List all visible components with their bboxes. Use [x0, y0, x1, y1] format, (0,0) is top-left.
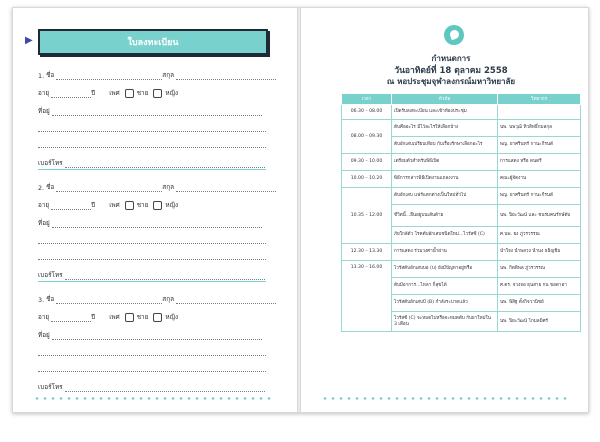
speaker-cell: นพ. ปิยะวัฒน์ และ ชนรมคนรักษ์ตับ — [498, 205, 581, 227]
surname-field[interactable] — [176, 296, 276, 304]
arrow-marker-icon: ▶ — [25, 35, 33, 46]
age-label: อายุ — [38, 89, 50, 97]
speaker-cell: การแสดง หรือ ดนตรี — [498, 154, 581, 171]
time-cell: 10.35 – 12.00 — [342, 188, 392, 244]
table-header-row — [342, 94, 581, 105]
table-row — [342, 171, 581, 188]
speaker-cell: นำใจง นำพลวง นำนง ธธิญชิม — [498, 244, 581, 261]
surname-field[interactable] — [176, 72, 276, 80]
sex-label: เพศ — [109, 89, 120, 97]
name-label: ชื่อ — [46, 295, 55, 303]
speaker-cell: ศ.ดร. จวงจอ ธุนสาย กน ขอดาอา — [498, 278, 581, 295]
address-field-line-2[interactable] — [38, 236, 266, 244]
time-cell: 10.00 – 10.20 — [342, 171, 392, 188]
year-label: ปี — [91, 89, 96, 97]
speaker-cell: ศ.นพ. ยง ภู่วรวรรณ — [498, 227, 581, 244]
sex-label: เพศ — [109, 201, 120, 209]
topic-cell: เปิดรับลงทะเบียน และเข้าห้องประชุม — [392, 105, 498, 120]
phone-label: เบอร์โทร — [38, 159, 63, 167]
topic-cell: ภัยใกล้ตัว โรคตับอักเสบชนิดใหม่...ไวรัสซี (C) — [392, 227, 498, 244]
surname-label: สกุล — [162, 183, 174, 191]
address-field-line-2[interactable] — [38, 348, 266, 356]
topic-cell: ตับอักเสบ แฟร์แตกต่างเป็นใหม่ทั่วไป — [392, 188, 498, 205]
speaker-cell: คณะผู้จัดงาน — [498, 171, 581, 188]
dotted-border — [33, 397, 273, 400]
name-field[interactable] — [56, 72, 162, 80]
registration-page — [13, 8, 297, 412]
age-label: อายุ — [38, 201, 50, 209]
form-number: 2. — [38, 184, 45, 192]
time-cell: 08.00 – 09.30 — [342, 120, 392, 154]
table-row — [342, 120, 581, 137]
address-field-line-3[interactable] — [38, 364, 266, 372]
phone-field[interactable] — [65, 272, 265, 280]
registration-banner: ใบลงทะเบียน — [38, 29, 268, 55]
address-field[interactable] — [52, 108, 262, 116]
dotted-border — [321, 397, 571, 400]
male-checkbox[interactable] — [125, 89, 134, 98]
table-row — [342, 188, 581, 205]
name-field[interactable] — [56, 296, 162, 304]
female-checkbox[interactable] — [153, 313, 162, 322]
topic-cell: ตับคืออะไร มีไว้ละไรให้เลือกบ้าง — [392, 120, 498, 137]
column-header-time: เวลา — [342, 94, 392, 105]
speaker-cell: นพ. นพวุฒิ ทิวสิทธิ์กมลกุล — [498, 120, 581, 137]
speaker-cell: นพ. ปิยะวัฒน์ โกมลมิศร์ — [498, 312, 581, 332]
column-header-speaker: วิทยากร — [498, 94, 581, 105]
age-field[interactable] — [51, 314, 91, 322]
schedule-title: กำหนดการ — [431, 54, 471, 63]
form-divider — [38, 169, 266, 170]
age-field[interactable] — [51, 202, 91, 210]
form-divider — [38, 281, 266, 282]
schedule-table — [341, 93, 581, 332]
time-cell: 06.30 – 08.00 — [342, 105, 392, 120]
schedule-date: วันอาทิตย์ที่ 18 ตุลาคม 2558 — [394, 66, 508, 76]
address-field-line-2[interactable] — [38, 124, 266, 132]
table-row — [342, 154, 581, 171]
surname-label: สกุล — [162, 71, 174, 79]
topic-cell: ตับมีอาการ...ไหลา ก็สุขได้ — [392, 278, 498, 295]
topic-cell: ไวรัสตับอักเสบบอ (บ) ยังมีปัญหาอยู่หรือ — [392, 261, 498, 278]
address-field-line-3[interactable] — [38, 140, 266, 148]
topic-cell: ไวรัสซี (C) จะหมดไปหรือจะหมดตับ กับยาใหม่ใน 3 เดือน — [392, 312, 498, 332]
topic-cell: การแสดง ร่วมวงศาน้ำผ่าน — [392, 244, 498, 261]
phone-label: เบอร์โทร — [38, 383, 63, 391]
speaker-cell: พญ. ยาศรินทร์ กานะกีรนต์ — [498, 137, 581, 154]
phone-field[interactable] — [65, 384, 265, 392]
address-label: ที่อยู่ — [38, 107, 50, 115]
schedule-page — [301, 8, 588, 412]
table-row — [342, 244, 581, 261]
address-label: ที่อยู่ — [38, 219, 50, 227]
topic-cell: เตรียมตัวสำหรับพิธีเปิด — [392, 154, 498, 171]
female-checkbox[interactable] — [153, 201, 162, 210]
name-label: ชื่อ — [46, 183, 55, 191]
speaker-cell — [498, 105, 581, 120]
year-label: ปี — [91, 313, 96, 321]
form-number: 1. — [38, 72, 45, 80]
phone-label: เบอร์โทร — [38, 271, 63, 279]
logo-icon — [444, 25, 464, 45]
age-field[interactable] — [51, 90, 91, 98]
address-field[interactable] — [52, 220, 262, 228]
form-number: 3. — [38, 296, 45, 304]
time-cell: 12.30 – 13.30 — [342, 244, 392, 261]
name-label: ชื่อ — [46, 71, 55, 79]
table-row — [342, 261, 581, 278]
name-field[interactable] — [56, 184, 162, 192]
year-label: ปี — [91, 201, 96, 209]
table-row — [342, 105, 581, 120]
schedule-venue: ณ หอประชุมจุฬาลงกรณ์มหาวิทยาลัย — [386, 77, 516, 86]
speaker-cell: นพ. กิตติพล ภู่วรวรรณ — [498, 261, 581, 278]
surname-field[interactable] — [176, 184, 276, 192]
male-checkbox[interactable] — [125, 313, 134, 322]
topic-cell: ตับอักเสบเปรียบเทียบ กับเรื่องรักษาเลือกอะไร — [392, 137, 498, 154]
surname-label: สกุล — [162, 295, 174, 303]
time-cell: 13.30 – 16.00 — [342, 261, 392, 332]
topic-cell: ชีวิตนี้...ยืนอยู่บนเส้นด้าย — [392, 205, 498, 227]
topic-cell: พิธีการกล่าวพิธีเปิดงานแถลงงาน — [392, 171, 498, 188]
time-cell: 09.30 – 10.00 — [342, 154, 392, 171]
topic-cell: ไวรัสตับอักเสบบี (B) กำลังระบาดแล้ว — [392, 295, 498, 312]
male-checkbox[interactable] — [125, 201, 134, 210]
sex-label: เพศ — [109, 313, 120, 321]
female-label: หญิง — [165, 201, 179, 209]
address-label: ที่อยู่ — [38, 331, 50, 339]
male-label: ชาย — [136, 313, 149, 321]
female-label: หญิง — [165, 313, 179, 321]
age-label: อายุ — [38, 313, 50, 321]
phone-field[interactable] — [65, 160, 265, 168]
speaker-cell: นพ. พิสิฐ ตั้งกิจวานิชย์ — [498, 295, 581, 312]
female-label: หญิง — [165, 89, 179, 97]
address-field-line-3[interactable] — [38, 252, 266, 260]
female-checkbox[interactable] — [153, 89, 162, 98]
male-label: ชาย — [136, 201, 149, 209]
speaker-cell: พญ. ยาศรินทร์ กานะกีรนต์ — [498, 188, 581, 205]
male-label: ชาย — [136, 89, 149, 97]
book-spread — [12, 7, 589, 413]
column-header-topic: หัวข้อ — [392, 94, 498, 105]
address-field[interactable] — [52, 332, 262, 340]
